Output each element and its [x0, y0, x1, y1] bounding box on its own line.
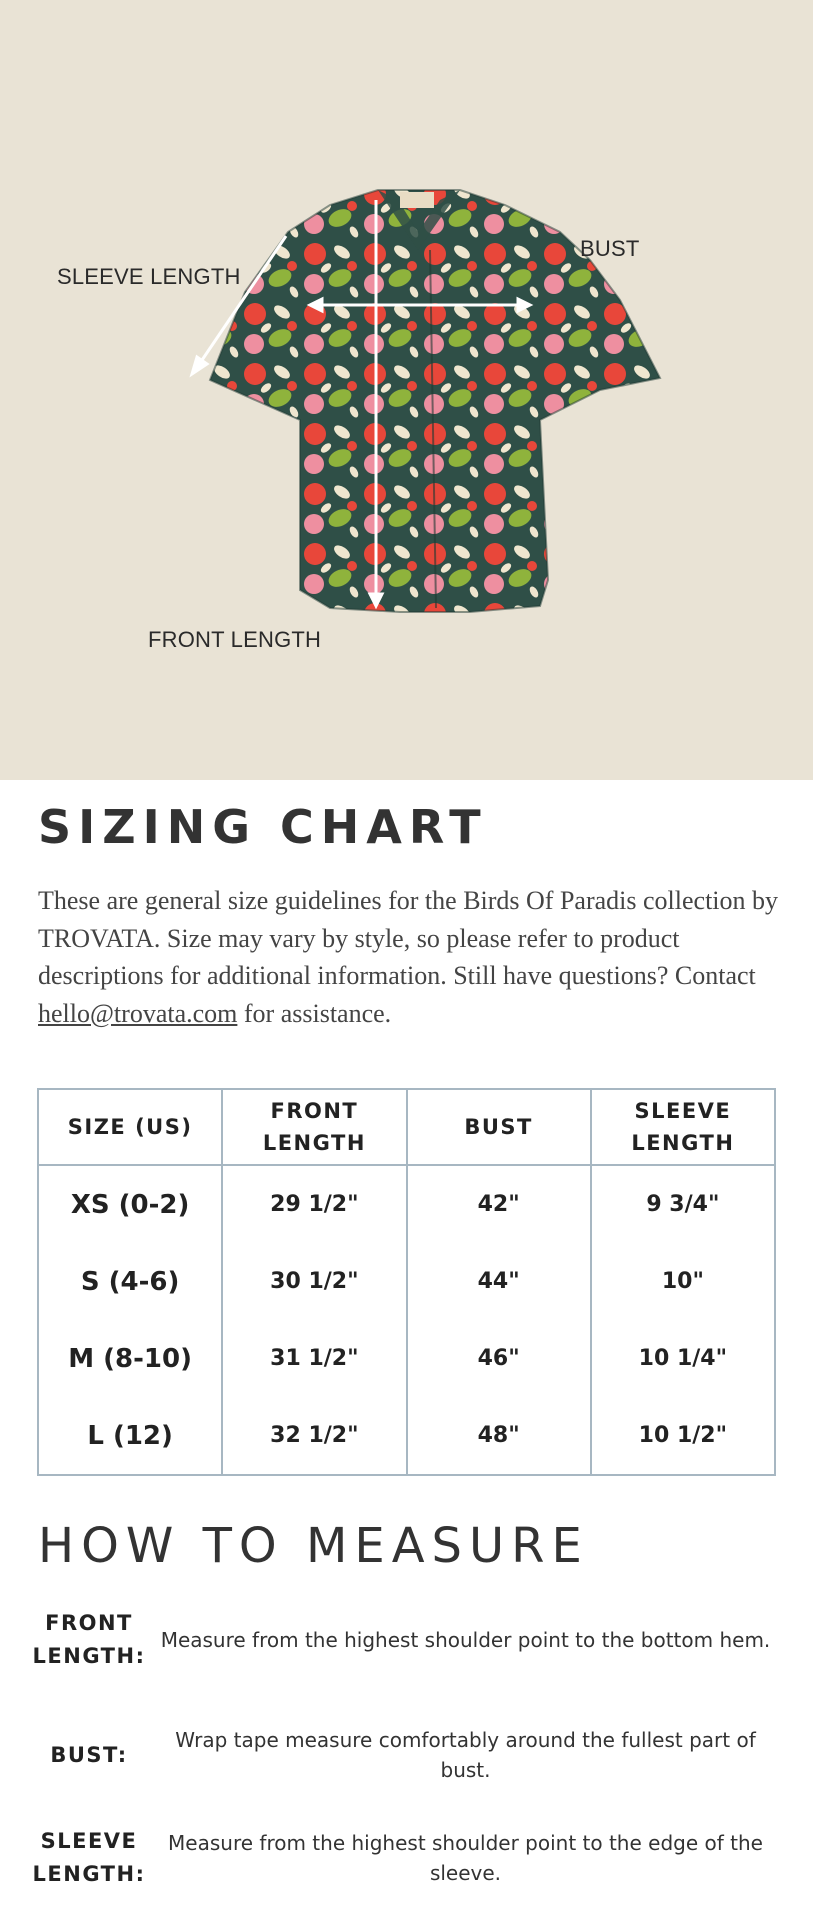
bust-label: BUST — [580, 236, 640, 261]
bust-cell: 44" — [407, 1243, 591, 1320]
bust-cell: 46" — [407, 1320, 591, 1397]
table-row — [38, 1397, 775, 1475]
header-bust: BUST — [407, 1089, 591, 1165]
sizing-chart-title: SIZING CHART — [38, 800, 488, 854]
header-front-length: FRONT LENGTH — [222, 1089, 406, 1165]
table-header-row — [38, 1089, 775, 1165]
front-length-cell: 29 1/2" — [222, 1165, 406, 1243]
measure-item-front-length — [30, 1606, 783, 1674]
header-sleeve-length: SLEEVE LENGTH — [591, 1089, 775, 1165]
intro-suffix: for assistance. — [237, 998, 392, 1028]
measure-text: Measure from the highest shoulder point to the bottom hem. — [160, 1628, 771, 1652]
measure-text: Measure from the highest shoulder point to the edge of the sleeve. — [168, 1831, 763, 1885]
measure-label: BUST: — [50, 1742, 128, 1767]
front-length-label: FRONT LENGTH — [148, 627, 322, 652]
size-cell: XS (0-2) — [38, 1165, 222, 1243]
sleeve-length-cell: 10 1/4" — [591, 1320, 775, 1397]
front-length-cell: 32 1/2" — [222, 1397, 406, 1475]
size-cell: S (4-6) — [38, 1243, 222, 1320]
front-length-cell: 31 1/2" — [222, 1320, 406, 1397]
bust-cell: 48" — [407, 1397, 591, 1475]
shirt-illustration — [0, 0, 813, 780]
measure-item-sleeve-length — [30, 1824, 783, 1892]
measure-item-bust — [30, 1724, 783, 1786]
sleeve-length-cell: 10 1/2" — [591, 1397, 775, 1475]
contact-email-link[interactable]: hello@trovata.com — [38, 998, 238, 1028]
product-image-panel — [0, 0, 813, 780]
intro-text: These are general size guidelines for the Birds Of Paradis collection by TROVATA. Size may vary by style, so please refer to product descriptions for additional information. Still have questions? Contact — [38, 886, 779, 990]
how-to-measure-title: HOW TO MEASURE — [38, 1518, 589, 1574]
bust-cell: 42" — [407, 1165, 591, 1243]
sleeve-length-cell: 10" — [591, 1243, 775, 1320]
measure-text: Wrap tape measure comfortably around the fullest part of bust. — [175, 1728, 756, 1782]
size-cell: M (8-10) — [38, 1320, 222, 1397]
sleeve-length-cell: 9 3/4" — [591, 1165, 775, 1243]
measure-label: SLEEVE LENGTH: — [32, 1829, 146, 1886]
size-cell: L (12) — [38, 1397, 222, 1475]
size-table — [37, 1088, 776, 1476]
table-row — [38, 1165, 775, 1243]
header-size: SIZE (US) — [38, 1089, 222, 1165]
measure-label: FRONT LENGTH: — [32, 1611, 146, 1668]
sleeve-length-label: SLEEVE LENGTH — [57, 264, 241, 289]
sizing-intro — [38, 882, 780, 1032]
table-row — [38, 1320, 775, 1397]
table-row — [38, 1243, 775, 1320]
front-length-cell: 30 1/2" — [222, 1243, 406, 1320]
